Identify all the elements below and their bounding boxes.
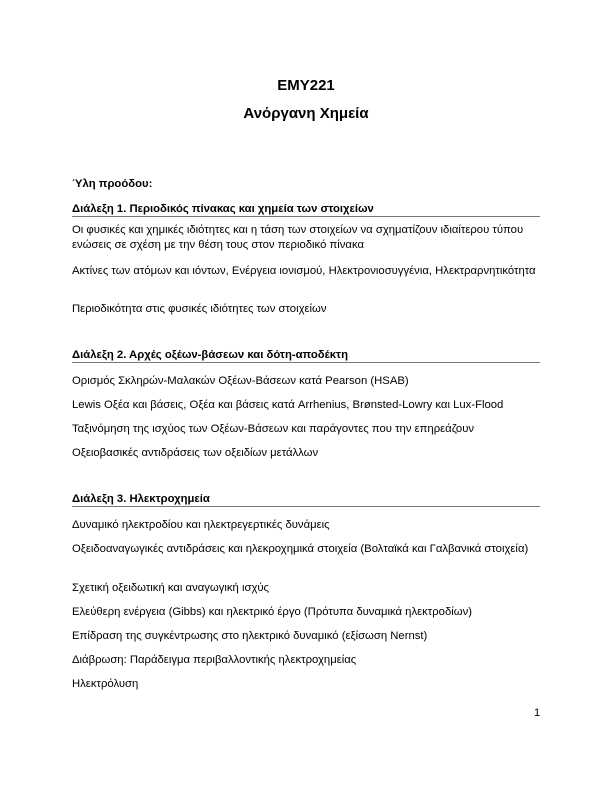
divider xyxy=(72,506,540,507)
list-item: Lewis Οξέα και βάσεις, Οξέα και βάσεις κατά Arrhenius, Brønsted-Lowry και Lux-Flood xyxy=(72,399,504,411)
list-item: Ακτίνες των ατόμων και ιόντων, Ενέργεια ιονισμού, Ηλεκτρονιοσυγγένια, Ηλεκτραρνητικότητα xyxy=(72,265,536,277)
list-item: Οξειδοαναγωγικές αντιδράσεις και ηλεκροχημικά στοιχεία (Βολταϊκά και Γαλβανικά στοιχεία) xyxy=(72,543,529,555)
course-code: ΕΜΥ221 xyxy=(277,77,335,94)
lecture-3-heading: Διάλεξη 3. Ηλεκτροχημεία xyxy=(72,493,210,505)
list-item: Σχετική οξειδωτική και αναγωγική ισχύς xyxy=(72,582,270,594)
list-item: Οι φυσικές και χημικές ιδιότητες και η τάση των στοιχείων να σχηματίζουν ιδιαίτερου τύπου ενώσεις σε σχέση με την θέση τους στον περιοδικό πίνακα xyxy=(72,224,524,251)
syllabus-label: Ύλη προόδου: xyxy=(72,178,153,190)
list-item: Ελεύθερη ενέργεια (Gibbs) και ηλεκτρικό έργο (Πρότυπα δυναμικά ηλεκτροδίων) xyxy=(72,606,472,618)
list-item: Επίδραση της συγκέντρωσης στο ηλεκτρικό δυναμικό (εξίσωση Nernst) xyxy=(72,630,428,642)
list-item: Περιοδικότητα στις φυσικές ιδιότητες των στοιχείων xyxy=(72,303,327,315)
list-item: Δυναμικό ηλεκτροδίου και ηλεκτρεγερτικές δυνάμεις xyxy=(72,519,330,531)
course-title: Ανόργανη Χημεία xyxy=(243,105,369,122)
list-item: Ηλεκτρόλυση xyxy=(72,678,139,690)
lecture-1-heading: Διάλεξη 1. Περιοδικός πίνακας και χημεία των στοιχείων xyxy=(72,203,374,215)
divider xyxy=(72,362,540,363)
page-number: 1 xyxy=(534,707,541,719)
list-item: Οξειοβασικές αντιδράσεις των οξειδίων μετάλλων xyxy=(72,447,319,459)
list-item: Ταξινόμηση της ισχύος των Οξέων-Βάσεων και παράγοντες που την επηρεάζουν xyxy=(72,423,475,435)
divider xyxy=(72,216,540,217)
list-item: Διάβρωση: Παράδειγμα περιβαλλοντικής ηλεκτροχημείας xyxy=(72,654,357,666)
list-item: Ορισμός Σκληρών-Μαλακών Οξέων-Βάσεων κατά Pearson (HSAB) xyxy=(72,375,409,387)
lecture-2-heading: Διάλεξη 2. Αρχές οξέων-βάσεων και δότη-αποδέκτη xyxy=(72,349,348,361)
